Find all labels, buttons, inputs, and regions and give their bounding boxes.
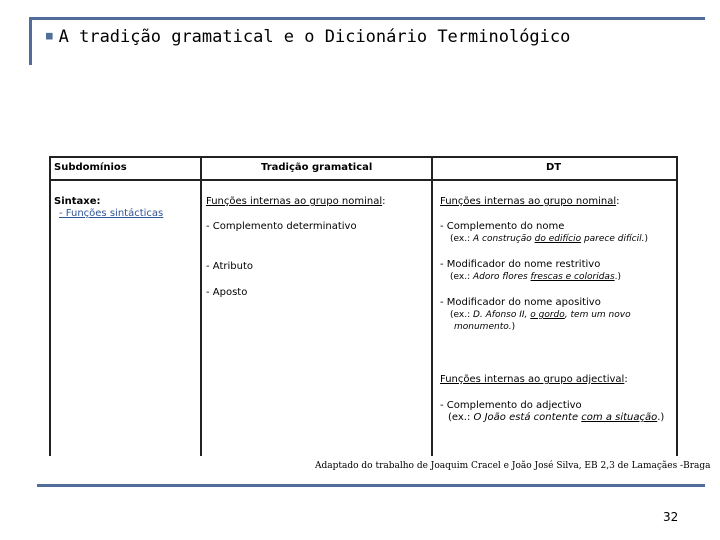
col-border-2 bbox=[431, 156, 433, 456]
square-bullet-icon: ■ bbox=[46, 29, 53, 42]
list-item: - Aposto bbox=[206, 287, 248, 298]
list-item: - Atributo bbox=[206, 261, 253, 272]
dt-heading-adjectival bbox=[440, 374, 628, 386]
ex-underlined: do edifício bbox=[534, 234, 582, 244]
ex-post: .) bbox=[614, 272, 622, 282]
tradicao-heading-text: Funções internas ao grupo nominal bbox=[206, 196, 383, 207]
funcoes-sintacticas-text[interactable]: - Funções sintácticas bbox=[59, 208, 164, 219]
slide-title bbox=[46, 27, 570, 47]
page-number: 32 bbox=[663, 510, 679, 524]
ex-post: .) bbox=[657, 412, 665, 423]
ex-text: A construção bbox=[472, 234, 535, 244]
header-subdominios: Subdomínios bbox=[54, 162, 127, 173]
ex-pre: (ex.: bbox=[450, 234, 473, 244]
complemento-nome: - Complemento do nome bbox=[440, 221, 565, 232]
header-divider bbox=[49, 179, 678, 181]
col-border-1 bbox=[200, 156, 202, 456]
ex-text: Adoro flores bbox=[472, 272, 531, 282]
ex-pre: (ex.: bbox=[448, 412, 474, 423]
tradicao-heading bbox=[206, 196, 385, 208]
modificador-restritivo: - Modificador do nome restritivo bbox=[440, 259, 601, 270]
tradicao-heading-suffix: : bbox=[382, 196, 386, 207]
ex-text: monumento. bbox=[454, 322, 512, 332]
ex-underlined: com a situação bbox=[581, 412, 658, 423]
dt-heading-nominal bbox=[440, 196, 619, 208]
dt-heading-nominal-suffix: : bbox=[616, 196, 620, 207]
header-tradicao: Tradição gramatical bbox=[261, 162, 373, 173]
sintaxe-label: Sintaxe: bbox=[54, 196, 101, 207]
header-dt: DT bbox=[546, 162, 562, 173]
ex-text: parece difícil. bbox=[581, 234, 645, 244]
ex-post: ) bbox=[511, 322, 516, 332]
col-border-right bbox=[676, 156, 678, 456]
dt-heading-adjectival-suffix: : bbox=[624, 374, 628, 385]
ex-text: D. Afonso II, bbox=[472, 310, 531, 320]
ex-text: O João está contente bbox=[473, 412, 582, 423]
ex-text: , tem um novo bbox=[564, 310, 631, 320]
table-top-border bbox=[49, 156, 678, 158]
ex-post: ) bbox=[644, 234, 648, 244]
ex-pre: (ex.: bbox=[450, 272, 473, 282]
col-border-left bbox=[49, 156, 51, 456]
example-1 bbox=[440, 233, 648, 245]
credit-note: Adaptado do trabalho de Joaquim Cracel e João José Silva, EB 2,3 de Lamaçães -Braga bbox=[315, 461, 711, 471]
ex-underlined: frescas e coloridas bbox=[530, 272, 615, 282]
example-2 bbox=[440, 271, 621, 283]
title-text: A tradição gramatical e o Dicionário Terminológico bbox=[58, 27, 571, 47]
modificador-apositivo: - Modificador do nome apositivo bbox=[440, 297, 601, 308]
example-4 bbox=[440, 412, 664, 424]
list-item: - Complemento determinativo bbox=[206, 221, 357, 232]
footer-divider bbox=[37, 484, 705, 487]
comparison-table bbox=[49, 156, 678, 456]
funcoes-sintacticas-link[interactable] bbox=[59, 208, 163, 220]
complemento-adjectivo: - Complemento do adjectivo bbox=[440, 400, 582, 411]
ex-underlined: o gordo bbox=[530, 310, 565, 320]
dt-heading-nominal-text: Funções internas ao grupo nominal bbox=[440, 196, 617, 207]
example-3-cont bbox=[444, 321, 515, 333]
ex-pre: (ex.: bbox=[450, 310, 473, 320]
dt-heading-adjectival-text: Funções internas ao grupo adjectival bbox=[440, 374, 625, 385]
example-3 bbox=[440, 309, 631, 321]
